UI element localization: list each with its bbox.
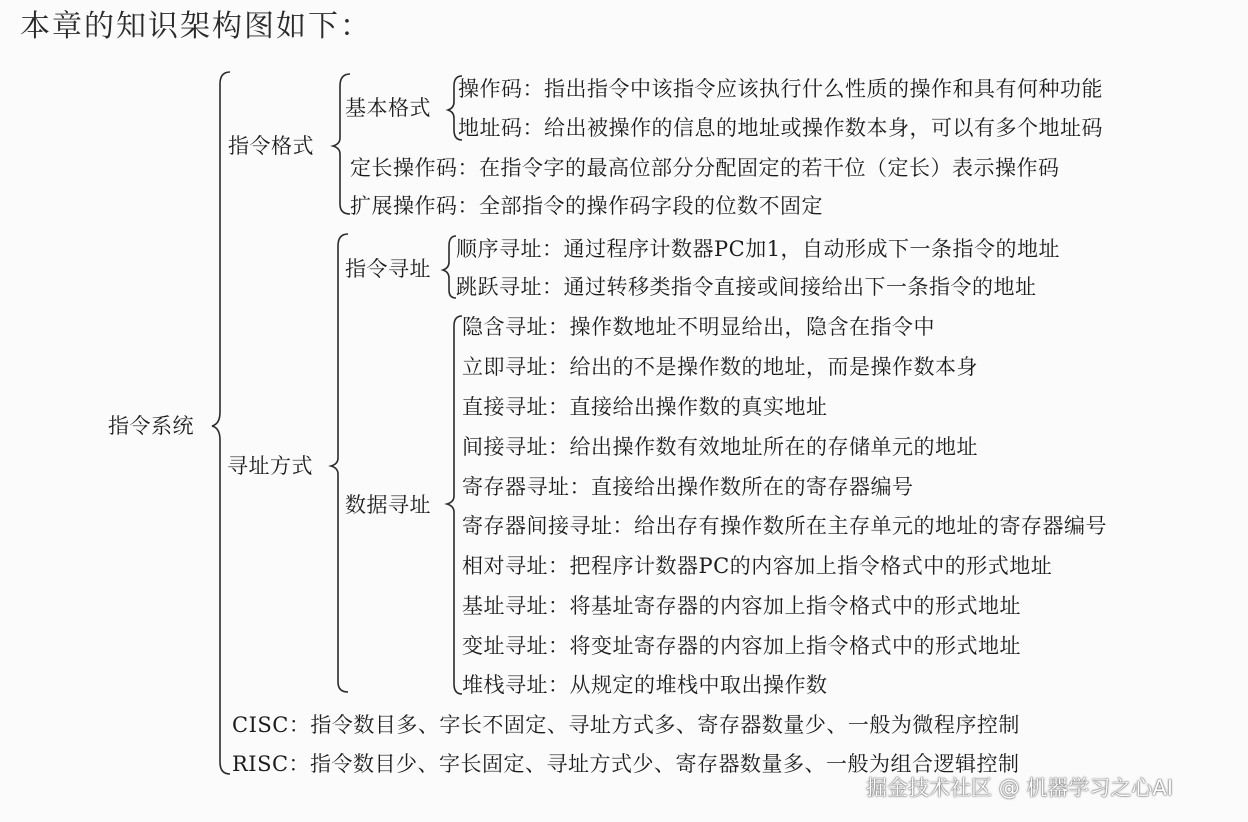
brace-instruction-addressing bbox=[443, 236, 456, 298]
brace-root bbox=[212, 72, 230, 774]
brace-addressing bbox=[331, 234, 348, 692]
node-data-addressing: 数据寻址 bbox=[345, 493, 431, 517]
leaf-risc: RISC：指令数目少、字长固定、寻址方式少、寄存器数量多、一般为组合逻辑控制 bbox=[232, 752, 1020, 776]
watermark: 掘金技术社区 @ 机器学习之心AI bbox=[866, 776, 1173, 800]
leaf-cisc: CISC：指令数目多、字长不固定、寻址方式多、寄存器数量少、一般为微程序控制 bbox=[232, 713, 1020, 737]
node-addressing: 寻址方式 bbox=[227, 454, 313, 478]
node-basic-format: 基本格式 bbox=[345, 96, 431, 120]
brace-data-addressing bbox=[447, 316, 462, 694]
leaf-base-addressing: 基址寻址：将基址寄存器的内容加上指令格式中的形式地址 bbox=[462, 594, 1021, 618]
leaf-direct-addressing: 直接寻址：直接给出操作数的真实地址 bbox=[462, 395, 828, 419]
leaf-relative-addressing: 相对寻址：把程序计数器PC的内容加上指令格式中的形式地址 bbox=[462, 554, 1053, 578]
leaf-opcode: 操作码：指出指令中该指令应该执行什么性质的操作和具有何种功能 bbox=[458, 77, 1103, 101]
leaf-fixed-opcode: 定长操作码：在指令字的最高位部分分配固定的若干位（定长）表示操作码 bbox=[350, 156, 1060, 180]
leaf-implied-addressing: 隐含寻址：操作数地址不明显给出，隐含在指令中 bbox=[462, 315, 935, 339]
leaf-immediate-addressing: 立即寻址：给出的不是操作数的地址，而是操作数本身 bbox=[462, 355, 978, 379]
leaf-extended-opcode: 扩展操作码：全部指令的操作码字段的位数不固定 bbox=[350, 194, 823, 218]
leaf-address-code: 地址码：给出被操作的信息的地址或操作数本身，可以有多个地址码 bbox=[458, 116, 1103, 140]
node-instruction-addressing: 指令寻址 bbox=[345, 257, 431, 281]
node-root: 指令系统 bbox=[108, 414, 194, 438]
leaf-index-addressing: 变址寻址：将变址寄存器的内容加上指令格式中的形式地址 bbox=[462, 634, 1021, 658]
node-instruction-format: 指令格式 bbox=[228, 134, 314, 158]
leaf-sequential-addressing: 顺序寻址：通过程序计数器PC加1，自动形成下一条指令的地址 bbox=[456, 237, 1061, 261]
leaf-jump-addressing: 跳跃寻址：通过转移类指令直接或间接给出下一条指令的地址 bbox=[456, 275, 1037, 299]
leaf-stack-addressing: 堆栈寻址：从规定的堆栈中取出操作数 bbox=[462, 673, 828, 697]
leaf-register-indirect-addressing: 寄存器间接寻址：给出存有操作数所在主存单元的地址的寄存器编号 bbox=[462, 514, 1107, 538]
leaf-indirect-addressing: 间接寻址：给出操作数有效地址所在的存储单元的地址 bbox=[462, 435, 978, 459]
page-title: 本章的知识架构图如下： bbox=[20, 9, 372, 44]
leaf-register-addressing: 寄存器寻址：直接给出操作数所在的寄存器编号 bbox=[462, 475, 914, 499]
